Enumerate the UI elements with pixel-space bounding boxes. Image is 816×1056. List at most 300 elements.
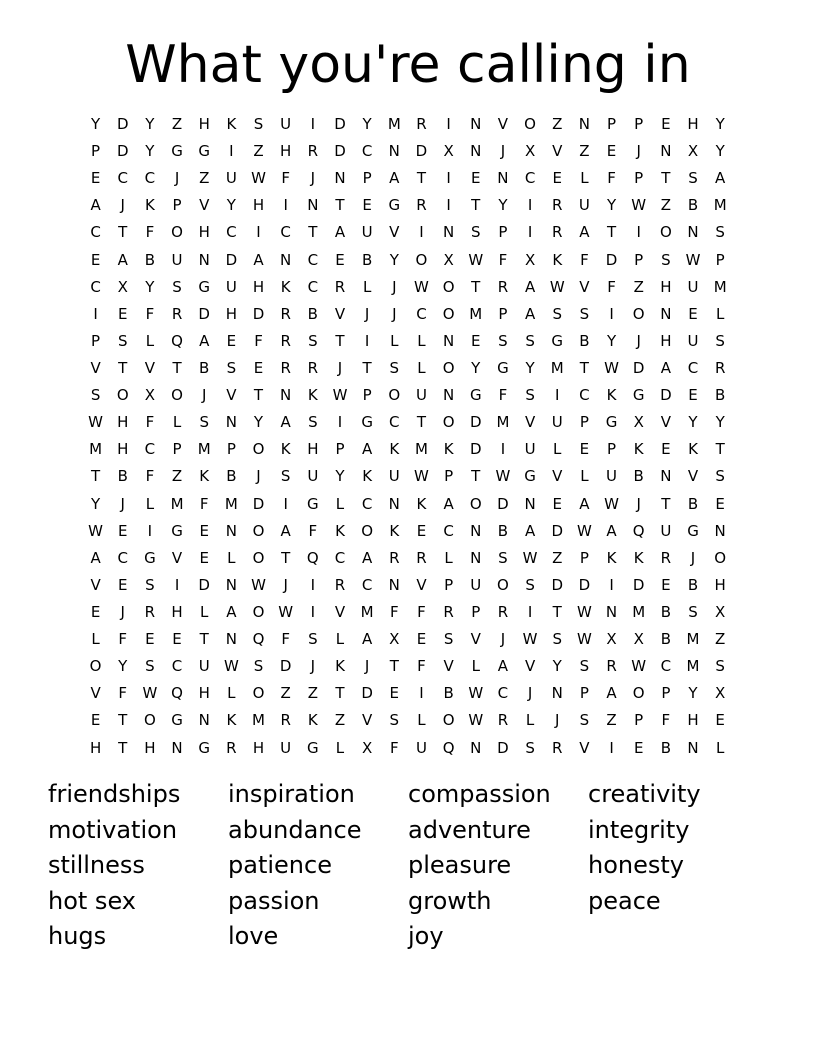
grid-letter: E [117, 521, 128, 540]
grid-letter: R [226, 738, 237, 757]
grid-letter: R [552, 738, 563, 757]
grid-letter: R [552, 223, 563, 242]
word-list-item: integrity [588, 815, 690, 844]
grid-letter: O [361, 521, 374, 540]
grid-letter: J [636, 494, 641, 513]
grid-letter: D [551, 521, 564, 540]
grid-letter: D [469, 413, 482, 432]
grid-letter: I [500, 440, 506, 459]
grid-letter: N [198, 711, 210, 730]
grid-letter: R [307, 359, 319, 378]
grid-letter: A [606, 521, 617, 540]
grid-letter: E [335, 250, 345, 269]
grid-letter: T [118, 223, 128, 242]
grid-letter: T [118, 738, 128, 757]
grid-letter: X [117, 277, 128, 296]
grid-letter: U [524, 440, 536, 459]
grid-letter: I [527, 196, 533, 215]
grid-letter: N [470, 548, 482, 567]
grid-letter: I [310, 115, 316, 134]
grid-letter: Y [525, 359, 535, 378]
word-list-item: hugs [48, 922, 107, 951]
word-list-item: adventure [408, 815, 531, 844]
grid-letter: V [497, 115, 509, 134]
grid-letter: N [225, 521, 237, 540]
grid-letter: I [147, 521, 153, 540]
grid-letter: D [334, 142, 346, 161]
word-list-item: abundance [228, 815, 362, 844]
grid-letter: Y [90, 115, 101, 134]
grid-letter: Y [688, 684, 698, 703]
grid-letter: B [117, 467, 128, 486]
grid-letter: K [606, 386, 617, 405]
grid-letter: R [334, 575, 346, 594]
grid-letter: J [636, 331, 641, 350]
word-list-item: stillness [48, 851, 145, 880]
grid-letter: J [690, 548, 696, 567]
grid-letter: J [120, 196, 125, 215]
grid-letter: R [497, 277, 509, 296]
grid-letter: T [335, 331, 345, 350]
grid-letter: N [334, 169, 346, 188]
grid-letter: R [552, 196, 563, 215]
grid-letter: X [443, 250, 454, 269]
grid-letter: I [174, 575, 180, 594]
grid-letter: P [362, 169, 372, 188]
grid-letter: L [444, 548, 453, 567]
grid-letter: Y [606, 331, 617, 350]
grid-letter: A [524, 277, 536, 296]
grid-letter: D [116, 115, 129, 134]
grid-letter: Y [715, 115, 725, 134]
grid-letter: Z [552, 115, 563, 134]
grid-letter: F [118, 630, 128, 649]
grid-letter: N [388, 494, 400, 513]
word-list-item: pleasure [408, 851, 512, 880]
grid-letter: S [498, 331, 508, 350]
grid-letter: G [687, 521, 699, 540]
grid-letter: N [225, 413, 237, 432]
grid-letter: X [633, 630, 644, 649]
grid-letter: N [497, 169, 509, 188]
grid-letter: S [226, 359, 237, 378]
grid-letter: S [661, 250, 671, 269]
grid-letter: K [389, 440, 400, 459]
grid-letter: B [361, 250, 373, 269]
grid-letter: S [253, 657, 264, 676]
grid-letter: E [226, 331, 237, 350]
grid-letter: I [446, 196, 451, 215]
grid-letter: E [362, 196, 372, 215]
grid-letter: X [524, 142, 536, 161]
grid-letter: H [714, 575, 726, 594]
grid-letter: V [199, 196, 210, 215]
grid-letter: C [579, 386, 590, 405]
grid-letter: H [660, 331, 672, 350]
grid-letter: P [579, 413, 589, 432]
grid-letter: K [443, 440, 454, 459]
grid-letter: E [688, 386, 698, 405]
grid-letter: B [687, 494, 699, 513]
grid-letter: G [605, 413, 618, 432]
grid-letter: E [471, 331, 481, 350]
grid-letter: M [224, 494, 238, 513]
grid-letter: P [579, 548, 589, 567]
grid-letter: V [362, 711, 373, 730]
grid-letter: C [389, 413, 400, 432]
grid-letter: H [252, 738, 265, 757]
grid-letter: Y [389, 250, 399, 269]
grid-letter: Y [90, 494, 101, 513]
grid-letter: C [660, 657, 672, 676]
grid-letter: X [389, 630, 400, 649]
grid-letter: A [524, 304, 536, 323]
grid-letter: R [497, 603, 509, 622]
grid-letter: O [442, 359, 455, 378]
grid-row [82, 355, 734, 382]
grid-letter: I [555, 386, 560, 405]
grid-letter: N [442, 223, 455, 242]
grid-letter: C [117, 548, 128, 567]
grid-letter: R [416, 196, 427, 215]
grid-letter: N [605, 603, 618, 622]
grid-letter: T [661, 494, 671, 513]
grid-letter: L [715, 304, 725, 323]
grid-letter: B [660, 603, 671, 622]
grid-letter: L [335, 630, 345, 649]
grid-letter: S [688, 169, 698, 188]
grid-letter: L [417, 359, 426, 378]
grid-letter: C [307, 277, 319, 296]
grid-letter: I [419, 684, 424, 703]
grid-letter: S [715, 657, 725, 676]
grid-letter: K [280, 440, 291, 459]
grid-letter: M [252, 711, 265, 730]
grid-letter: H [687, 115, 699, 134]
grid-letter: P [634, 115, 644, 134]
grid-letter: T [606, 223, 617, 242]
grid-letter: S [715, 331, 725, 350]
grid-letter: N [280, 250, 292, 269]
grid-letter: U [415, 386, 427, 405]
grid-letter: N [524, 494, 536, 513]
grid-letter: H [252, 277, 265, 296]
grid-letter: H [198, 684, 210, 703]
grid-letter: F [389, 603, 399, 622]
grid-letter: K [335, 521, 345, 540]
grid-letter: R [334, 277, 346, 296]
grid-letter: S [715, 223, 725, 242]
grid-letter: L [91, 630, 100, 649]
grid-letter: V [90, 575, 101, 594]
grid-letter: A [362, 630, 373, 649]
grid-row [82, 301, 734, 328]
grid-letter: Z [199, 169, 210, 188]
grid-letter: T [471, 196, 481, 215]
grid-letter: J [527, 684, 533, 703]
grid-letter: L [553, 440, 562, 459]
grid-letter: G [497, 359, 509, 378]
grid-letter: R [307, 142, 319, 161]
grid-letter: T [362, 359, 372, 378]
grid-letter: S [145, 657, 155, 676]
grid-letter: K [226, 115, 237, 134]
grid-letter: K [362, 467, 373, 486]
grid-row [82, 735, 734, 762]
grid-letter: H [252, 196, 265, 215]
grid-letter: E [633, 738, 644, 757]
grid-letter: A [579, 494, 590, 513]
grid-row [82, 111, 734, 138]
grid-letter: L [362, 277, 372, 296]
grid-letter: C [497, 684, 509, 703]
grid-letter: C [361, 494, 373, 513]
grid-letter: V [443, 657, 454, 676]
grid-letter: A [715, 169, 726, 188]
grid-letter: T [471, 277, 481, 296]
grid-letter: E [90, 603, 101, 622]
grid-letter: X [715, 684, 726, 703]
grid-letter: U [606, 467, 618, 486]
grid-letter: G [469, 386, 482, 405]
grid-letter: Q [306, 548, 319, 567]
grid-letter: D [361, 684, 373, 703]
grid-letter: P [172, 440, 182, 459]
grid-letter: W [631, 196, 647, 215]
grid-letter: M [713, 196, 727, 215]
grid-letter: K [226, 711, 237, 730]
grid-letter: D [632, 575, 645, 594]
grid-letter: E [253, 359, 264, 378]
grid-letter: G [198, 277, 211, 296]
grid-letter: W [576, 630, 592, 649]
grid-letter: D [252, 304, 265, 323]
grid-letter: T [281, 548, 291, 567]
grid-letter: Y [688, 413, 698, 432]
grid-letter: X [524, 250, 536, 269]
grid-letter: N [171, 738, 183, 757]
grid-letter: C [90, 223, 101, 242]
grid-letter: J [364, 657, 370, 676]
grid-letter: F [118, 684, 128, 703]
grid-letter: P [715, 250, 725, 269]
grid-letter: F [417, 657, 426, 676]
grid-letter: D [198, 575, 210, 594]
grid-letter: S [90, 386, 101, 405]
grid-letter: O [524, 115, 536, 134]
word-list-item: inspiration [228, 780, 355, 808]
grid-letter: O [497, 575, 509, 594]
grid-letter: T [416, 413, 427, 432]
page-title: What you're calling in [125, 35, 691, 95]
grid-letter: I [609, 304, 614, 323]
grid-letter: Y [226, 196, 236, 215]
grid-letter: F [607, 277, 616, 296]
grid-letter: P [444, 575, 454, 594]
grid-letter: O [89, 657, 102, 676]
grid-letter: L [580, 467, 589, 486]
grid-letter: S [172, 277, 182, 296]
grid-letter: Y [498, 196, 508, 215]
grid-letter: V [389, 223, 400, 242]
grid-letter: Y [145, 277, 155, 296]
grid-letter: T [715, 440, 725, 459]
grid-letter: U [660, 521, 672, 540]
grid-letter: J [555, 711, 560, 730]
grid-row [82, 653, 734, 680]
grid-letter: V [524, 657, 536, 676]
grid-letter: A [579, 223, 590, 242]
grid-letter: K [335, 657, 345, 676]
grid-letter: S [199, 413, 209, 432]
grid-letter: U [280, 115, 292, 134]
grid-letter: R [389, 548, 400, 567]
grid-letter: U [171, 250, 183, 269]
grid-row [82, 165, 734, 192]
grid-letter: S [552, 304, 562, 323]
grid-letter: A [226, 603, 237, 622]
grid-letter: G [198, 738, 211, 757]
grid-letter: H [117, 440, 129, 459]
grid-letter: N [225, 575, 237, 594]
grid-letter: A [199, 331, 210, 350]
grid-letter: W [576, 603, 592, 622]
grid-letter: O [469, 494, 482, 513]
grid-letter: V [524, 413, 536, 432]
grid-letter: W [88, 413, 103, 432]
letter-grid [82, 111, 734, 762]
grid-letter: C [524, 169, 536, 188]
grid-letter: I [310, 603, 316, 622]
grid-letter: S [117, 331, 128, 350]
word-list-item: love [228, 922, 279, 951]
grid-letter: S [525, 331, 535, 350]
grid-row [82, 436, 734, 463]
grid-letter: I [256, 223, 261, 242]
grid-letter: D [198, 304, 210, 323]
grid-letter: D [497, 494, 509, 513]
grid-letter: L [335, 494, 345, 513]
grid-letter: F [145, 304, 155, 323]
word-list [48, 777, 788, 955]
grid-letter: Z [606, 711, 617, 730]
grid-letter: N [714, 521, 726, 540]
grid-letter: N [198, 250, 210, 269]
grid-letter: A [334, 223, 346, 242]
grid-letter: F [580, 250, 589, 269]
grid-letter: P [607, 115, 617, 134]
grid-letter: M [632, 603, 646, 622]
grid-letter: I [337, 413, 343, 432]
grid-letter: J [310, 657, 316, 676]
grid-letter: O [659, 223, 672, 242]
grid-letter: N [442, 331, 455, 350]
grid-letter: M [387, 115, 401, 134]
grid-letter: B [687, 575, 699, 594]
grid-letter: A [117, 250, 128, 269]
grid-letter: P [579, 684, 589, 703]
grid-row [82, 707, 734, 734]
grid-letter: B [660, 738, 671, 757]
grid-letter: L [471, 657, 480, 676]
grid-letter: W [522, 630, 538, 649]
grid-letter: C [307, 250, 319, 269]
grid-letter: A [524, 521, 536, 540]
grid-letter: B [660, 630, 671, 649]
grid-letter: O [632, 304, 645, 323]
grid-letter: A [362, 548, 373, 567]
grid-letter: D [660, 386, 672, 405]
grid-letter: R [443, 603, 454, 622]
word-list-item: patience [228, 851, 332, 880]
grid-letter: U [198, 657, 210, 676]
grid-letter: N [388, 575, 400, 594]
grid-letter: K [688, 440, 698, 459]
grid-letter: T [471, 467, 481, 486]
grid-letter: T [90, 467, 101, 486]
grid-letter: U [415, 738, 427, 757]
grid-letter: Z [579, 142, 590, 161]
grid-letter: I [283, 196, 288, 215]
grid-letter: S [579, 657, 590, 676]
grid-letter: V [144, 359, 156, 378]
grid-letter: O [442, 304, 455, 323]
grid-letter: W [468, 684, 484, 703]
grid-letter: U [361, 223, 373, 242]
grid-letter: V [579, 277, 590, 296]
grid-letter: M [414, 440, 428, 459]
word-list-item: joy [408, 922, 444, 951]
grid-letter: M [197, 440, 211, 459]
grid-letter: C [90, 277, 101, 296]
grid-letter: L [200, 603, 209, 622]
grid-row [82, 274, 734, 301]
grid-letter: P [91, 331, 101, 350]
grid-letter: S [443, 630, 454, 649]
grid-letter: T [199, 630, 209, 649]
grid-letter: N [470, 115, 482, 134]
grid-letter: E [199, 521, 209, 540]
grid-letter: B [579, 331, 590, 350]
grid-letter: B [633, 467, 644, 486]
grid-letter: O [442, 711, 455, 730]
grid-letter: E [552, 169, 562, 188]
grid-letter: E [579, 440, 590, 459]
grid-letter: W [251, 575, 266, 594]
grid-letter: K [280, 277, 291, 296]
grid-letter: D [551, 575, 564, 594]
grid-letter: A [660, 359, 671, 378]
grid-letter: O [252, 440, 265, 459]
grid-letter: B [687, 196, 699, 215]
grid-letter: W [576, 521, 592, 540]
grid-letter: E [416, 630, 427, 649]
grid-letter: A [443, 494, 454, 513]
grid-letter: J [364, 304, 370, 323]
grid-letter: E [90, 250, 101, 269]
grid-letter: P [607, 440, 617, 459]
grid-letter: A [280, 413, 291, 432]
grid-letter: N [442, 386, 455, 405]
grid-letter: N [388, 142, 400, 161]
grid-letter: S [525, 738, 535, 757]
grid-letter: N [687, 738, 699, 757]
grid-letter: J [636, 142, 641, 161]
grid-letter: M [686, 657, 700, 676]
word-list-item: peace [588, 886, 661, 915]
grid-letter: J [201, 386, 207, 405]
grid-letter: R [416, 548, 427, 567]
